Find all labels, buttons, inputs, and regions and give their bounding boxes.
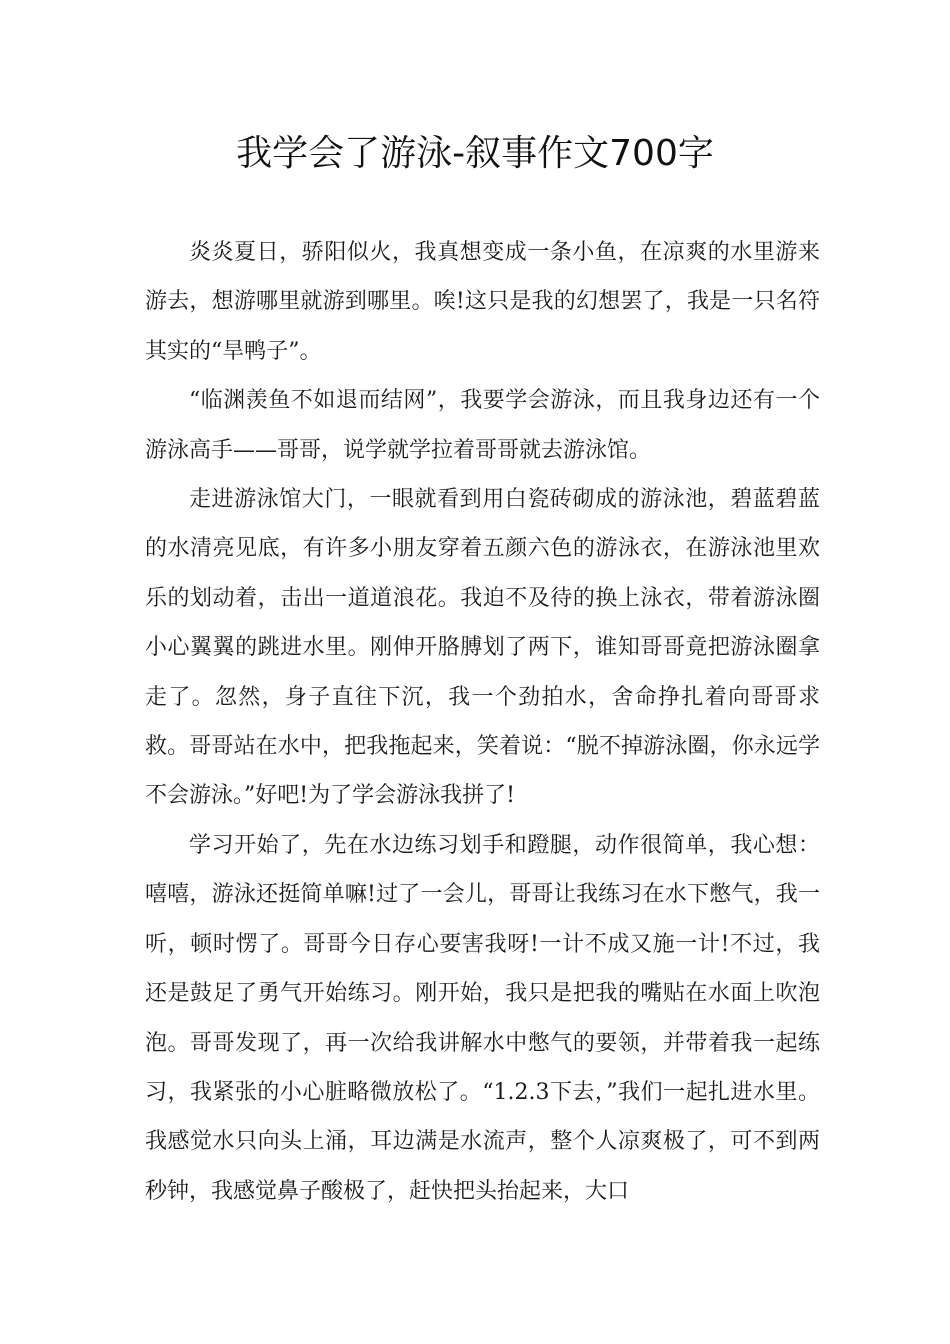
document-body [145, 228, 820, 1216]
paragraph-4: 学习开始了，先在水边练习划手和蹬腿，动作很简单，我心想：嘻嘻，游泳还挺简单嘛!过了一会儿，哥哥让我练习在水下憋气，我一听，顿时愣了。哥哥今日存心要害我呀!一计不成又施一计!不过，我还是鼓足了勇气开始练习。刚开始，我只是把我的嘴贴在水面上吹泡泡。哥哥发现了，再一次给我讲解水中憋气的要领，并带着我一起练习，我紧张的小心脏略微放松了。“1.2.3下去，”我们一起扎进水里。我感觉水只向头上涌，耳边满是水流声，整个人凉爽极了，可不到两秒钟，我感觉鼻子酸极了，赶快把头抬起来，大口 [145, 832, 820, 1204]
document-title: 我学会了游泳-叙事作文700字 [236, 133, 714, 174]
paragraph-2: “临渊羡鱼不如退而结网”，我要学会游泳，而且我身边还有一个游泳高手——哥哥，说学就学拉着哥哥就去游泳馆。 [145, 388, 820, 463]
paragraph-1: 炎炎夏日，骄阳似火，我真想变成一条小鱼，在凉爽的水里游来游去，想游哪里就游到哪里。唉!这只是我的幻想罢了，我是一只名符其实的“旱鸭子”。 [145, 240, 820, 364]
paragraph-3: 走进游泳馆大门，一眼就看到用白瓷砖砌成的游泳池，碧蓝碧蓝的水清亮见底，有许多小朋友穿着五颜六色的游泳衣，在游泳池里欢乐的划动着，击出一道道浪花。我迫不及待的换上泳衣，带着游泳圈小心翼翼的跳进水里。刚伸开胳膊划了两下，谁知哥哥竟把游泳圈拿走了。忽然，身子直往下沉，我一个劲拍水，舍命挣扎着向哥哥求救。哥哥站在水中，把我拖起来，笑着说：“脱不掉游泳圈，你永远学不会游泳。”好吧!为了学会游泳我拼了! [145, 487, 820, 809]
